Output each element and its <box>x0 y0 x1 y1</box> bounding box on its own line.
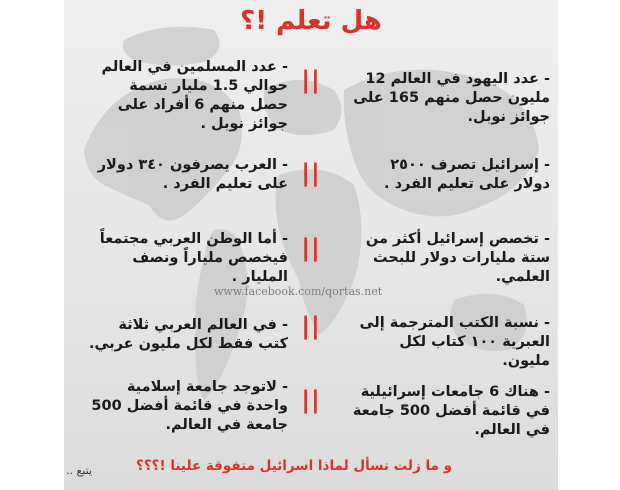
watermark-url: www.facebook.com/qortas.net <box>214 285 383 298</box>
fact-israel-research: - تخصص إسرائيل أكثر من ستة مليارات دولار للبحث العلمي. <box>365 231 550 285</box>
infographic-poster <box>64 0 558 490</box>
separator-mark: || <box>301 312 321 340</box>
fact-arab-research: - أما الوطن العربي مجتمعاً فيخصص ملياراً ونصف المليار . <box>99 231 288 285</box>
fact-israel-universities: - هناك 6 جامعات إسرائيلية في قائمة أفضل 500 جامعة في العالم. <box>352 384 550 438</box>
separator-mark: || <box>301 234 321 262</box>
separator-mark: || <box>301 159 321 187</box>
fact-israel-education-spend: - إسرائيل تصرف ٢٥٠٠ دولار على تعليم الفرد . <box>384 157 550 192</box>
page-title: هل تعلم !؟ <box>240 6 382 36</box>
to-be-continued-label: يتبع .. <box>66 464 93 477</box>
fact-islamic-universities: - لاتوجد جامعة إسلامية واحدة في قائمة أفضل 500 جامعة في العالم. <box>91 379 288 433</box>
fact-muslims-nobel: - عدد المسلمين في العالم حوالي 1.5 مليار نسمة حصل منهم 6 أفراد على جوائز نوبل . <box>101 59 288 132</box>
fact-arab-translations: - في العالم العربي ثلاثة كتب فقط لكل مليون عربي. <box>89 317 288 352</box>
fact-hebrew-translations: - نسبة الكتب المترجمة إلى العبرية ١٠٠ كتاب لكل مليون. <box>359 315 550 369</box>
fact-arab-education-spend: - العرب يصرفون ٣٤٠ دولار على تعليم الفرد . <box>97 157 288 192</box>
separator-mark: || <box>301 386 321 414</box>
footer-question: و ما زلت تسأل لماذا اسرائيل متفوقة علينا !؟؟؟ <box>136 458 452 474</box>
separator-mark: || <box>301 66 321 94</box>
fact-israel-nobel: - عدد اليهود في العالم 12 مليون حصل منهم 165 على جوائز نوبل. <box>353 71 550 125</box>
